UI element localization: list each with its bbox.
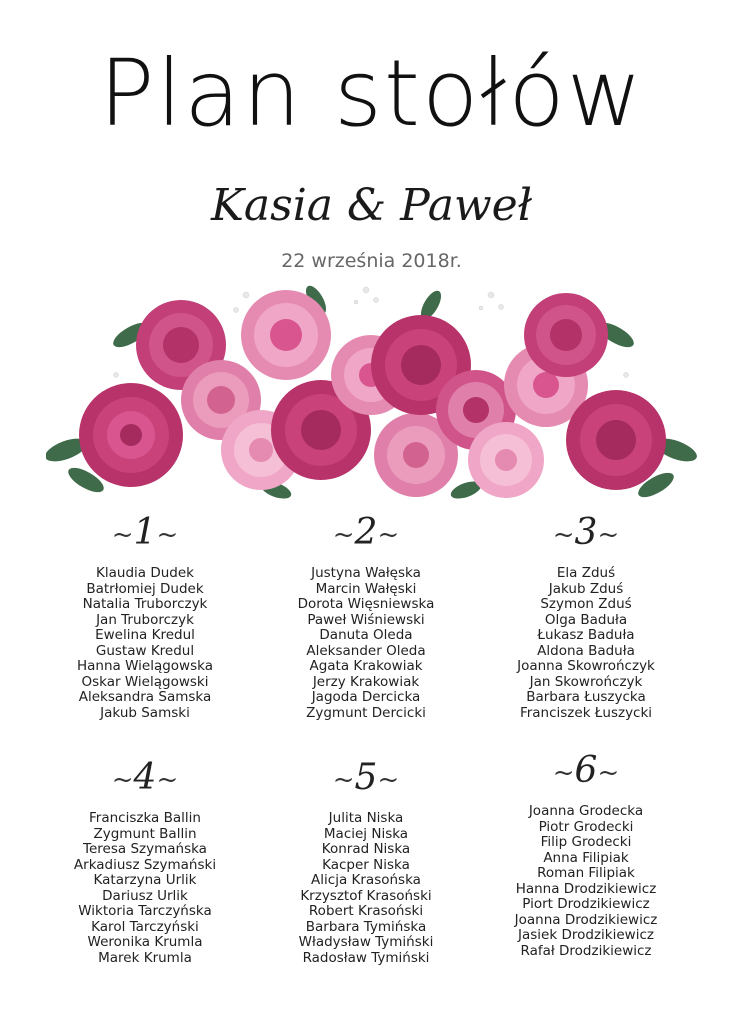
guest-name: Hanna Wielągowska (77, 658, 213, 674)
couple-names: Kasia & Paweł (211, 180, 532, 231)
guest-list (30, 566, 260, 721)
table-number: ~2~ (332, 512, 400, 553)
guest-name: Batrłomiej Dudek (86, 580, 204, 597)
guest-name: Julita Niska (328, 810, 404, 826)
table-number: ~4~ (111, 757, 179, 798)
guest-list (251, 566, 481, 721)
table-number: ~3~ (552, 512, 620, 553)
guest-name: Kacper Niska (322, 856, 410, 873)
guest-list (471, 566, 701, 721)
guest-name: Justyna Wałęska (311, 565, 421, 581)
table-2 (251, 510, 481, 721)
guest-list (471, 804, 701, 959)
guest-name: Filip Grodecki (540, 834, 632, 850)
guest-name: Hanna Drodzikiewicz (515, 880, 657, 897)
guest-name: Piotr Grodecki (538, 818, 634, 835)
guest-name: Aleksandra Samska (78, 689, 212, 705)
guest-name: Weronika Krumla (87, 934, 203, 950)
guest-name: Klaudia Dudek (96, 565, 194, 581)
floral-garland-illustration (46, 280, 697, 510)
guest-name: Joanna Drodzikiewicz (514, 911, 658, 928)
guest-name: Jakub Zduś (548, 580, 624, 597)
guest-name: Alicja Krasońska (311, 872, 421, 888)
guest-name: Dariusz Urlik (102, 887, 188, 904)
table-number: ~5~ (332, 757, 400, 798)
table-number: ~6~ (552, 750, 620, 791)
guest-name: Anna Filipiak (543, 849, 629, 866)
guest-name: Olga Baduła (544, 611, 628, 628)
guest-name: Franciszek Łuszycki (519, 704, 653, 721)
guest-name: Jagoda Dercicka (311, 689, 421, 705)
guest-name: Robert Krasoński (308, 903, 424, 919)
guest-name: Władysław Tymiński (298, 934, 434, 950)
guest-name: Rafał Drodzikiewicz (520, 942, 652, 959)
guest-name: Szymon Zduś (540, 596, 632, 612)
guest-name: Jan Truborczyk (96, 611, 194, 628)
guest-name: Danuta Oleda (319, 627, 413, 643)
guest-name: Krzysztof Krasoński (300, 887, 432, 904)
table-3 (471, 510, 701, 721)
guest-name: Aleksander Oleda (306, 642, 426, 659)
guest-name: Jasiek Drodzikiewicz (518, 927, 654, 943)
guest-name: Katarzyna Urlik (93, 872, 197, 888)
guest-name: Jan Skowrończyk (529, 673, 643, 690)
table-6 (471, 748, 701, 959)
guest-name: Franciszka Ballin (89, 810, 201, 826)
guest-name: Zygmunt Ballin (93, 825, 197, 842)
guest-name: Agata Krakowiak (309, 658, 423, 674)
guest-name: Wiktoria Tarczyńska (78, 903, 212, 919)
guest-name: Barbara Tymińska (305, 918, 427, 935)
table-5 (251, 755, 481, 966)
guest-name: Karol Tarczyński (91, 918, 199, 935)
guest-name: Jerzy Krakowiak (312, 673, 420, 690)
guest-name: Zygmunt Dercicki (306, 704, 426, 721)
guest-name: Arkadiusz Szymański (73, 856, 217, 873)
guest-name: Konrad Niska (321, 841, 411, 857)
guest-name: Natalia Truborczyk (82, 596, 208, 612)
guest-name: Aldona Baduła (537, 642, 635, 659)
guest-name: Paweł Wiśniewski (307, 611, 425, 628)
table-1 (30, 510, 260, 721)
guest-name: Piort Drodzikiewicz (522, 896, 650, 912)
guest-name: Dorota Więsniewska (297, 596, 435, 612)
guest-name: Marcin Wałęski (315, 580, 417, 597)
guest-name: Teresa Szymańska (83, 841, 207, 857)
guest-name: Barbara Łuszycka (526, 689, 646, 705)
guest-name: Łukasz Baduła (537, 627, 635, 643)
guest-name: Maciej Niska (323, 825, 409, 842)
guest-name: Roman Filipiak (537, 865, 635, 881)
guest-name: Radosław Tymiński (302, 949, 430, 966)
table-number: ~1~ (111, 512, 179, 553)
roses (79, 290, 666, 498)
wedding-date: 22 września 2018r. (281, 250, 462, 272)
guest-name: Joanna Skowrończyk (517, 658, 655, 674)
guest-name: Gustaw Kredul (95, 642, 195, 659)
page-title: Plan stołów (99, 40, 644, 147)
guest-name: Oskar Wielągowski (81, 673, 209, 690)
guest-list (30, 811, 260, 966)
guest-name: Joanna Grodecka (528, 803, 644, 819)
guest-name: Ewelina Kredul (95, 627, 195, 643)
guest-name: Marek Krumla (98, 949, 192, 966)
guest-list (251, 811, 481, 966)
table-4 (30, 755, 260, 966)
guest-name: Jakub Samski (100, 704, 190, 721)
guest-name: Ela Zduś (556, 565, 616, 581)
